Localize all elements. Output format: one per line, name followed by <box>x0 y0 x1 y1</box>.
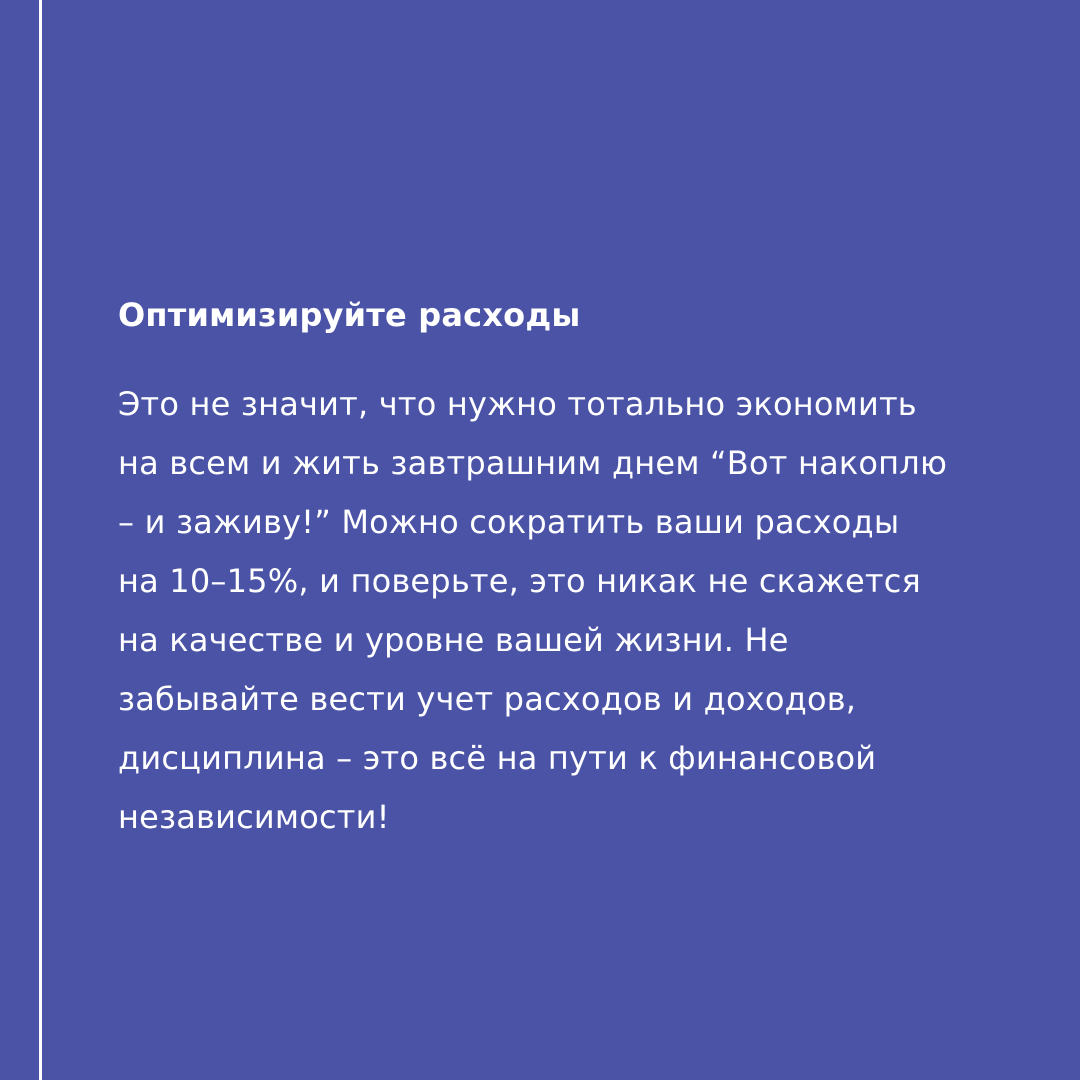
body-line: независимости! <box>118 798 390 837</box>
body-line: на всем и жить завтрашним днем “Вот накоплю <box>118 444 948 483</box>
slide-body-text <box>118 375 998 847</box>
body-line: дисциплина – это всё на пути к финансовой <box>118 739 877 778</box>
body-line: забывайте вести учет расходов и доходов, <box>118 680 857 719</box>
body-line: на 10–15%, и поверьте, это никак не скажется <box>118 562 921 601</box>
slide-title: Оптимизируйте расходы <box>118 296 581 334</box>
body-line: – и заживу!” Можно сократить ваши расходы <box>118 503 900 542</box>
slide-content <box>118 296 998 847</box>
body-line: Это не значит, что нужно тотально экономить <box>118 385 917 424</box>
vertical-divider-line <box>39 0 42 1080</box>
body-line: на качестве и уровне вашей жизни. Не <box>118 621 789 660</box>
